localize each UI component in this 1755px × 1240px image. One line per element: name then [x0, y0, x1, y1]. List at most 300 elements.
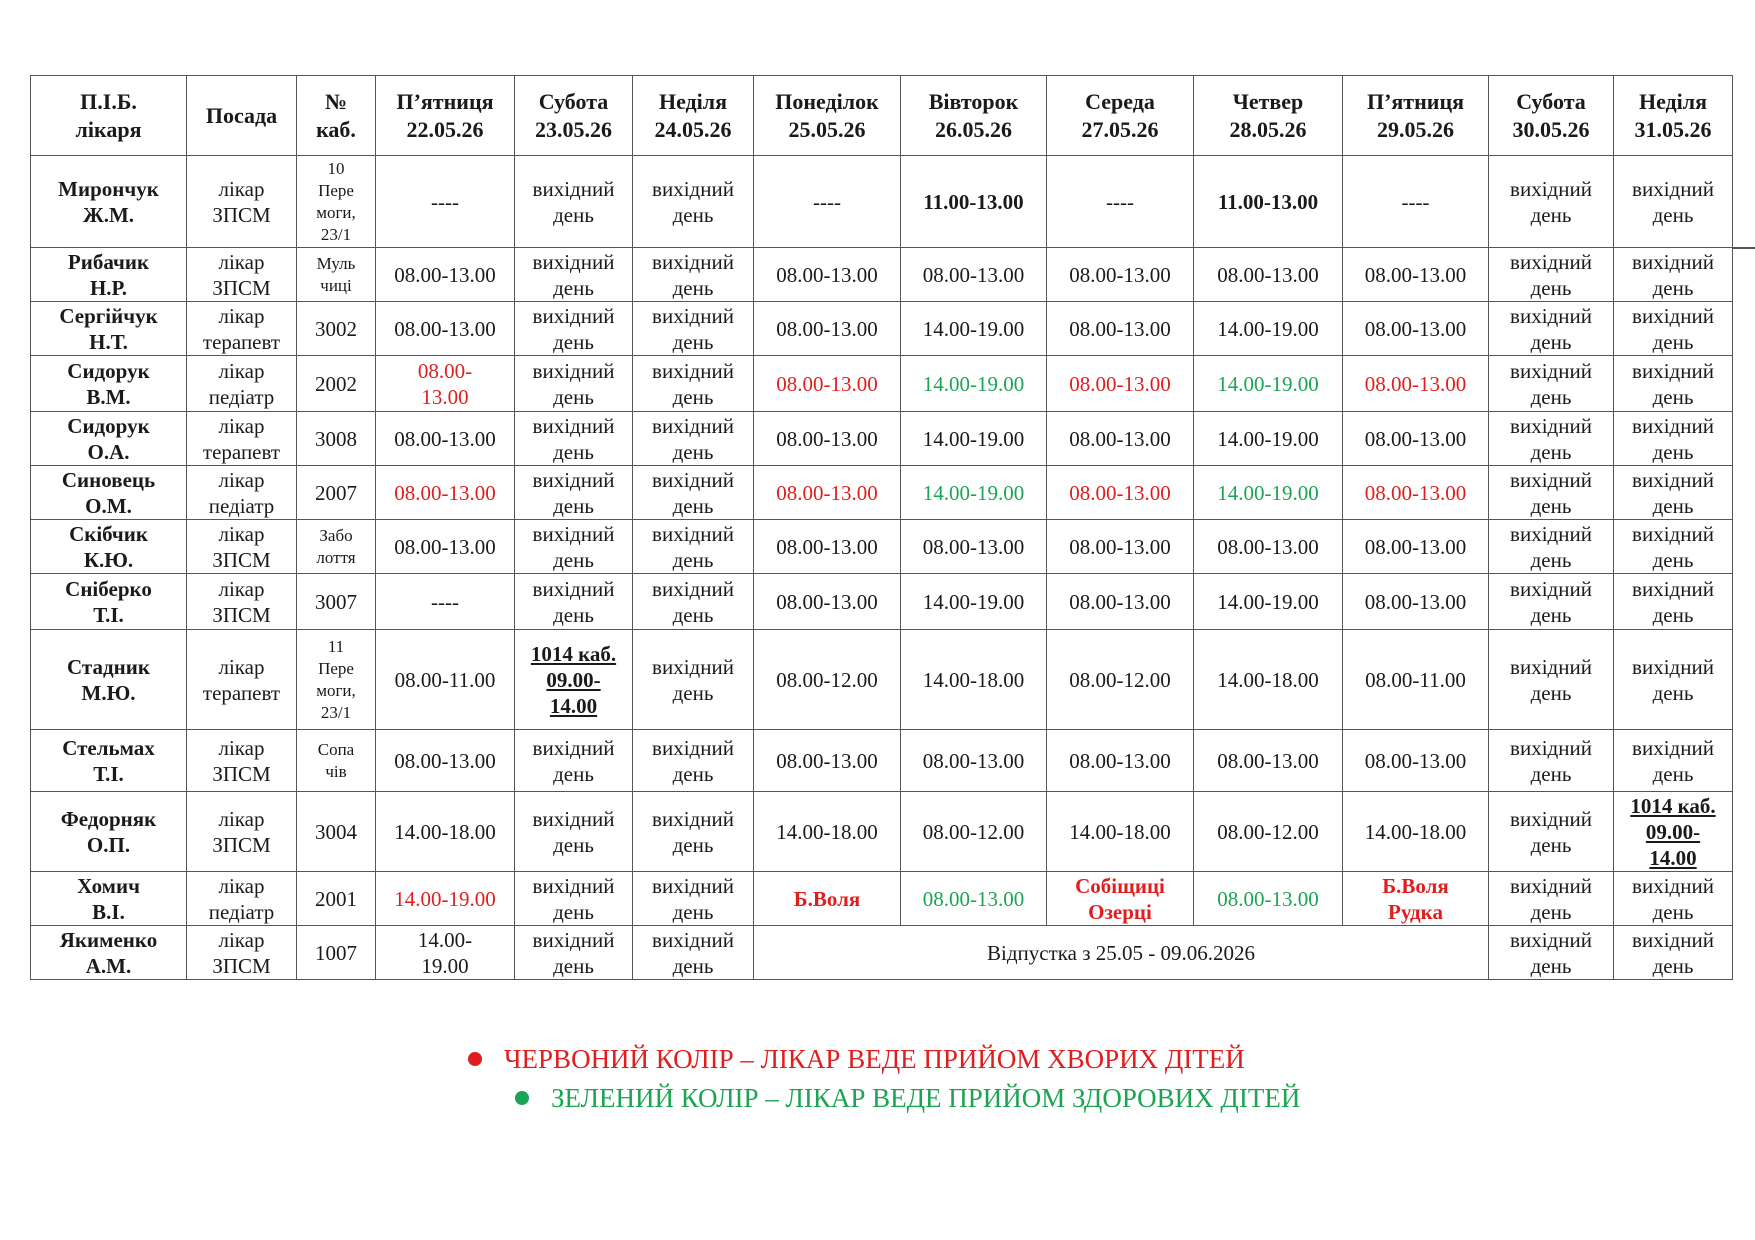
header-text: 31.05.26 — [1634, 116, 1712, 142]
doctor-name-cell-text: Т.І. — [93, 761, 124, 786]
position-cell — [187, 412, 297, 466]
schedule-cell — [376, 156, 515, 248]
schedule-cell — [515, 730, 633, 792]
position-cell-text: терапевт — [202, 439, 281, 464]
schedule-cell — [1343, 356, 1489, 412]
schedule-cell — [1343, 248, 1489, 302]
schedule-cell — [633, 630, 754, 730]
schedule-cell — [901, 730, 1047, 792]
position-cell — [187, 356, 297, 412]
schedule-cell-text: 1014 каб. — [1630, 793, 1716, 818]
schedule-cell — [1047, 630, 1194, 730]
schedule-cell-text: 08.00-13.00 — [1364, 316, 1467, 341]
schedule-cell-text: день — [672, 275, 714, 300]
schedule-table — [30, 75, 1733, 980]
schedule-cell — [901, 466, 1047, 520]
schedule-cell — [633, 730, 754, 792]
schedule-cell-text: вихідний — [1632, 576, 1714, 601]
schedule-cell-text: вихідний — [1510, 873, 1592, 898]
schedule-cell — [633, 872, 754, 926]
schedule-cell-text: 08.00-13.00 — [394, 316, 496, 341]
schedule-cell-text: день — [553, 329, 594, 354]
room-cell — [297, 792, 376, 872]
header-text: Середа — [1085, 88, 1155, 114]
doctor-name-cell-text: Федорняк — [60, 806, 157, 831]
position-cell — [187, 574, 297, 630]
schedule-cell-text: день — [672, 439, 714, 464]
schedule-cell-text: вихідний — [652, 467, 734, 492]
schedule-cell — [1343, 792, 1489, 872]
doctor-name-cell — [31, 926, 187, 980]
header-cell — [1343, 76, 1489, 156]
header-cell — [1194, 76, 1343, 156]
schedule-cell-text: день — [672, 202, 714, 227]
schedule-cell — [515, 792, 633, 872]
schedule-cell-text: 08.00-13.00 — [776, 534, 878, 559]
schedule-cell — [1047, 412, 1194, 466]
schedule-cell-text: день — [1530, 761, 1572, 786]
schedule-cell-text: вихідний — [652, 303, 734, 328]
schedule-cell-text: день — [553, 439, 594, 464]
position-cell-text: лікар — [218, 927, 265, 952]
schedule-cell-text: день — [553, 202, 594, 227]
schedule-cell — [901, 574, 1047, 630]
schedule-cell-text: вихідний — [1632, 735, 1714, 760]
schedule-cell-text: 08.00-13.00 — [394, 480, 496, 505]
room-cell-text: моги, — [316, 202, 356, 222]
schedule-cell — [1614, 248, 1733, 302]
schedule-cell — [901, 630, 1047, 730]
schedule-cell — [901, 792, 1047, 872]
schedule-cell — [901, 356, 1047, 412]
room-cell-text: 2002 — [315, 371, 357, 396]
doctor-name-cell-text: Сніберко — [65, 576, 152, 601]
schedule-cell-text: 14.00-19.00 — [922, 589, 1025, 614]
doctor-name-cell-text: Рибачик — [67, 249, 150, 274]
schedule-cell-text: день — [672, 602, 714, 627]
doctor-name-cell-text: К.Ю. — [83, 547, 134, 572]
schedule-cell-text: день — [1530, 680, 1572, 705]
schedule-cell-text: вихідний — [532, 413, 615, 438]
schedule-cell-text: вихідний — [652, 654, 734, 679]
position-cell-text: лікар — [218, 413, 265, 438]
schedule-cell — [1343, 520, 1489, 574]
schedule-cell-text: 08.00-13.00 — [1217, 534, 1319, 559]
schedule-cell-text: вихідний — [532, 735, 615, 760]
schedule-cell-text: день — [1652, 547, 1694, 572]
schedule-cell — [633, 356, 754, 412]
position-cell-text: лікар — [218, 735, 265, 760]
position-cell-text: лікар — [218, 249, 265, 274]
schedule-cell — [1489, 466, 1614, 520]
schedule-cell-text: 08.00-12.00 — [776, 667, 878, 692]
header-cell — [187, 76, 297, 156]
header-text: 27.05.26 — [1081, 116, 1159, 142]
schedule-cell-text: вихідний — [1632, 303, 1714, 328]
schedule-cell-text: вихідний — [1632, 654, 1714, 679]
schedule-cell — [1614, 520, 1733, 574]
schedule-cell — [1194, 730, 1343, 792]
header-text: 26.05.26 — [935, 116, 1012, 142]
position-cell — [187, 520, 297, 574]
schedule-cell-text: Б.Воля — [1382, 873, 1449, 898]
schedule-cell — [515, 630, 633, 730]
room-cell-text: 2007 — [315, 480, 357, 505]
schedule-cell-text: 08.00-13.00 — [1069, 480, 1171, 505]
schedule-cell-text: вихідний — [652, 927, 734, 952]
schedule-cell — [1194, 412, 1343, 466]
room-cell — [297, 466, 376, 520]
header-cell — [376, 76, 515, 156]
doctor-name-cell-text: Хомич — [77, 873, 140, 898]
schedule-cell-text: день — [553, 493, 594, 518]
schedule-cell — [633, 156, 754, 248]
schedule-cell-text: день — [1530, 602, 1572, 627]
position-cell-text: лікар — [218, 521, 265, 546]
schedule-cell-text: день — [1530, 329, 1572, 354]
legend-green — [515, 1082, 1300, 1114]
schedule-cell — [1489, 730, 1614, 792]
schedule-cell — [1614, 792, 1733, 872]
position-cell-text: ЗПСМ — [212, 602, 271, 627]
room-cell-text: 2001 — [315, 886, 357, 911]
schedule-cell-text: 14.00-19.00 — [922, 426, 1025, 451]
schedule-cell-text: день — [672, 680, 714, 705]
header-cell — [1614, 76, 1733, 156]
schedule-cell-text: вихідний — [652, 806, 734, 831]
schedule-cell — [515, 356, 633, 412]
schedule-cell-text: вихідний — [1510, 521, 1592, 546]
schedule-cell-text: вихідний — [1510, 806, 1592, 831]
schedule-cell-text: вихідний — [1632, 927, 1714, 952]
schedule-cell-text: день — [553, 899, 594, 924]
doctor-name-cell-text: Мирончук — [58, 176, 159, 201]
room-cell — [297, 248, 376, 302]
schedule-cell-text: 08.00-13.00 — [1217, 748, 1319, 773]
schedule-body — [31, 156, 1733, 980]
schedule-cell — [376, 412, 515, 466]
schedule-cell — [376, 356, 515, 412]
doctor-name-cell-text: М.Ю. — [81, 680, 136, 705]
header-cell — [297, 76, 376, 156]
schedule-cell-text: 08.00-13.00 — [922, 748, 1025, 773]
schedule-cell — [754, 872, 901, 926]
schedule-cell — [754, 248, 901, 302]
schedule-cell-text: 08.00-13.00 — [776, 480, 878, 505]
schedule-cell-text: день — [1652, 761, 1694, 786]
position-cell-text: ЗПСМ — [212, 832, 271, 857]
schedule-cell — [1194, 302, 1343, 356]
schedule-cell — [1194, 356, 1343, 412]
schedule-cell-text: вихідний — [532, 176, 615, 201]
schedule-cell — [754, 520, 901, 574]
schedule-cell-text: 11.00-13.00 — [1217, 189, 1319, 214]
schedule-cell — [1343, 302, 1489, 356]
position-cell-text: лікар — [218, 303, 265, 328]
schedule-cell-text: 13.00 — [421, 384, 469, 409]
schedule-cell-text: Рудка — [1388, 899, 1443, 924]
schedule-cell-text: 08.00-13.00 — [1069, 262, 1171, 287]
schedule-cell-text: вихідний — [1510, 735, 1592, 760]
schedule-cell-text: 09.00- — [546, 667, 601, 692]
room-cell-text: 23/1 — [320, 224, 352, 244]
schedule-cell — [901, 872, 1047, 926]
schedule-cell-text: ---- — [431, 589, 459, 614]
schedule-cell — [1047, 730, 1194, 792]
header-text: Четвер — [1232, 88, 1304, 114]
room-cell-text: 10 — [327, 158, 345, 178]
header-text: П’ятниця — [396, 88, 494, 114]
schedule-cell — [1489, 156, 1614, 248]
schedule-cell-text: 14.00- — [417, 927, 473, 952]
schedule-cell-text: 1014 каб. — [530, 641, 617, 666]
schedule-cell-text: 11.00-13.00 — [923, 189, 1024, 214]
doctor-name-cell — [31, 466, 187, 520]
room-cell-text: моги, — [316, 680, 356, 700]
schedule-cell-text: день — [1652, 680, 1694, 705]
schedule-cell-text: ---- — [1106, 189, 1134, 214]
schedule-cell-text: 08.00-13.00 — [394, 426, 496, 451]
schedule-cell-text: вихідний — [1632, 358, 1714, 383]
schedule-cell — [901, 156, 1047, 248]
schedule-cell — [1614, 156, 1733, 248]
schedule-cell — [1343, 872, 1489, 926]
table-row — [31, 156, 1733, 248]
schedule-cell-text: Собіщиці — [1075, 873, 1165, 898]
header-text: Вівторок — [928, 88, 1019, 114]
position-cell-text: терапевт — [202, 680, 281, 705]
doctor-name-cell — [31, 412, 187, 466]
header-cell — [1047, 76, 1194, 156]
schedule-cell — [754, 792, 901, 872]
doctor-name-cell — [31, 730, 187, 792]
schedule-cell-text: день — [1652, 953, 1694, 978]
schedule-cell — [1614, 926, 1733, 980]
position-cell-text: лікар — [218, 806, 265, 831]
table-row — [31, 792, 1733, 872]
schedule-cell — [1614, 466, 1733, 520]
header-row — [31, 76, 1733, 156]
schedule-cell-text: день — [1652, 493, 1694, 518]
schedule-cell — [1047, 872, 1194, 926]
schedule-cell — [633, 248, 754, 302]
position-cell-text: ЗПСМ — [212, 761, 271, 786]
schedule-cell-text: день — [1652, 329, 1694, 354]
schedule-cell — [901, 412, 1047, 466]
red-dot-icon — [468, 1052, 482, 1066]
room-cell-text: 11 — [327, 636, 345, 656]
schedule-cell-text: 08.00-12.00 — [1217, 819, 1319, 844]
schedule-cell-text: 08.00-13.00 — [394, 262, 496, 287]
schedule-cell — [1489, 520, 1614, 574]
room-cell-text: Пере — [318, 658, 354, 678]
schedule-cell-text: 08.00-13.00 — [776, 316, 878, 341]
schedule-cell — [1047, 302, 1194, 356]
schedule-cell — [1047, 156, 1194, 248]
position-cell-text: ЗПСМ — [212, 275, 271, 300]
schedule-cell-text: вихідний — [1632, 413, 1714, 438]
schedule-cell-text: день — [1530, 899, 1572, 924]
schedule-cell-text: 08.00-13.00 — [922, 534, 1025, 559]
schedule-cell-text: 08.00-13.00 — [1069, 534, 1171, 559]
schedule-cell-text: день — [1652, 602, 1694, 627]
schedule-cell — [1614, 412, 1733, 466]
schedule-cell-text: день — [553, 384, 594, 409]
header-text: Субота — [538, 88, 609, 114]
schedule-cell — [1343, 730, 1489, 792]
schedule-cell-text: день — [1530, 275, 1572, 300]
table-row — [31, 926, 1733, 980]
schedule-cell-text: день — [672, 329, 714, 354]
doctor-name-cell — [31, 248, 187, 302]
schedule-cell — [1489, 574, 1614, 630]
schedule-cell-text: вихідний — [652, 873, 734, 898]
schedule-cell — [376, 466, 515, 520]
schedule-cell-text: 08.00-13.00 — [1364, 589, 1467, 614]
position-cell — [187, 630, 297, 730]
doctor-name-cell-text: Ж.М. — [82, 202, 135, 227]
schedule-cell-text: 14.00-19.00 — [394, 886, 496, 911]
schedule-cell-text: 08.00-13.00 — [1069, 371, 1171, 396]
schedule-cell — [754, 574, 901, 630]
room-cell-text: лоття — [316, 547, 356, 567]
position-cell — [187, 926, 297, 980]
position-cell-text: лікар — [218, 873, 265, 898]
schedule-cell-text: вихідний — [1510, 303, 1592, 328]
header-text: 25.05.26 — [788, 116, 866, 142]
schedule-cell-text: вихідний — [1510, 413, 1592, 438]
room-cell-text: чиці — [320, 275, 352, 295]
header-text: лікаря — [75, 116, 142, 142]
header-cell — [31, 76, 187, 156]
doctor-name-cell — [31, 574, 187, 630]
doctor-name-cell-text: Сидорук — [67, 358, 150, 383]
schedule-cell — [1614, 574, 1733, 630]
room-cell-text: 3002 — [315, 316, 357, 341]
room-cell — [297, 520, 376, 574]
schedule-cell-text: вихідний — [532, 927, 615, 952]
room-cell-text: 23/1 — [320, 702, 352, 722]
schedule-cell — [376, 302, 515, 356]
schedule-cell-text: вихідний — [652, 521, 734, 546]
schedule-cell-text: день — [1530, 953, 1572, 978]
schedule-cell-text: 09.00- — [1645, 819, 1701, 844]
position-cell-text: лікар — [218, 176, 265, 201]
schedule-cell — [754, 302, 901, 356]
schedule-cell-text: вихідний — [532, 873, 615, 898]
schedule-cell — [1194, 248, 1343, 302]
schedule-cell-text: день — [1530, 832, 1572, 857]
schedule-cell-text: 08.00-13.00 — [1069, 748, 1171, 773]
room-cell-text: 1007 — [315, 940, 357, 965]
header-text: Посада — [205, 102, 278, 128]
room-cell-text: Сопа — [317, 739, 355, 759]
room-cell-text: 3004 — [315, 819, 357, 844]
schedule-cell-text: 14.00-19.00 — [1217, 316, 1319, 341]
schedule-cell-text: вихідний — [532, 467, 615, 492]
header-text: 30.05.26 — [1512, 116, 1590, 142]
schedule-cell-text: день — [1530, 439, 1572, 464]
position-cell-text: лікар — [218, 654, 265, 679]
doctor-name-cell-text: В.М. — [86, 384, 131, 409]
schedule-cell-text: вихідний — [652, 358, 734, 383]
schedule-cell — [515, 466, 633, 520]
schedule-cell — [376, 630, 515, 730]
schedule-cell-text: 14.00-18.00 — [922, 667, 1025, 692]
schedule-cell-text: 08.00-13.00 — [1364, 748, 1467, 773]
position-cell — [187, 248, 297, 302]
vacation-cell — [754, 926, 1489, 980]
header-text: Неділя — [658, 88, 728, 114]
position-cell-text: лікар — [218, 576, 265, 601]
room-cell-text: чів — [325, 761, 347, 781]
table-row — [31, 302, 1733, 356]
header-text: П’ятниця — [1366, 88, 1465, 114]
schedule-cell-text: Б.Воля — [793, 886, 861, 911]
schedule-cell-text: день — [1652, 439, 1694, 464]
doctor-name-cell-text: Н.Р. — [89, 275, 128, 300]
schedule-cell — [515, 248, 633, 302]
schedule-cell-text: 08.00-13.00 — [394, 534, 496, 559]
schedule-cell-text: вихідний — [1510, 176, 1592, 201]
schedule-cell — [515, 302, 633, 356]
position-cell-text: ЗПСМ — [212, 547, 271, 572]
doctor-name-cell-text: Н.Т. — [89, 329, 128, 354]
schedule-cell — [376, 926, 515, 980]
schedule-cell — [1194, 156, 1343, 248]
schedule-cell — [1047, 574, 1194, 630]
schedule-cell-text: 14.00-19.00 — [1217, 589, 1319, 614]
position-cell — [187, 302, 297, 356]
schedule-cell — [1489, 926, 1614, 980]
position-cell-text: ЗПСМ — [212, 202, 271, 227]
room-cell — [297, 730, 376, 792]
schedule-cell — [754, 630, 901, 730]
schedule-cell — [1343, 630, 1489, 730]
schedule-cell — [754, 356, 901, 412]
schedule-cell — [754, 412, 901, 466]
schedule-cell-text: 08.00-13.00 — [776, 589, 878, 614]
schedule-cell — [633, 302, 754, 356]
schedule-cell-text: 08.00-13.00 — [1364, 480, 1467, 505]
position-cell-text: лікар — [218, 358, 265, 383]
schedule-cell-text: вихідний — [652, 576, 734, 601]
schedule-cell-text: вихідний — [1632, 873, 1714, 898]
schedule-cell — [1047, 520, 1194, 574]
schedule-cell-text: ---- — [1401, 189, 1430, 214]
schedule-cell — [1194, 872, 1343, 926]
schedule-cell — [1614, 630, 1733, 730]
room-cell — [297, 630, 376, 730]
room-cell — [297, 412, 376, 466]
schedule-cell-text: вихідний — [652, 249, 734, 274]
schedule-cell — [1489, 302, 1614, 356]
schedule-cell-text: 08.00-13.00 — [1217, 886, 1319, 911]
position-cell-text: ЗПСМ — [212, 953, 271, 978]
position-cell-text: лікар — [218, 467, 265, 492]
schedule-cell-text: вихідний — [1632, 521, 1714, 546]
schedule-cell-text: 08.00-13.00 — [1364, 426, 1467, 451]
schedule-cell-text: ---- — [431, 189, 459, 214]
schedule-cell — [1194, 466, 1343, 520]
schedule-cell-text: вихідний — [1510, 467, 1592, 492]
schedule-cell-text: день — [1652, 899, 1694, 924]
schedule-cell-text: вихідний — [532, 358, 615, 383]
doctor-name-cell — [31, 356, 187, 412]
schedule-cell-text: 14.00-19.00 — [922, 316, 1025, 341]
header-cell — [633, 76, 754, 156]
schedule-cell-text: 08.00-13.00 — [394, 748, 496, 773]
